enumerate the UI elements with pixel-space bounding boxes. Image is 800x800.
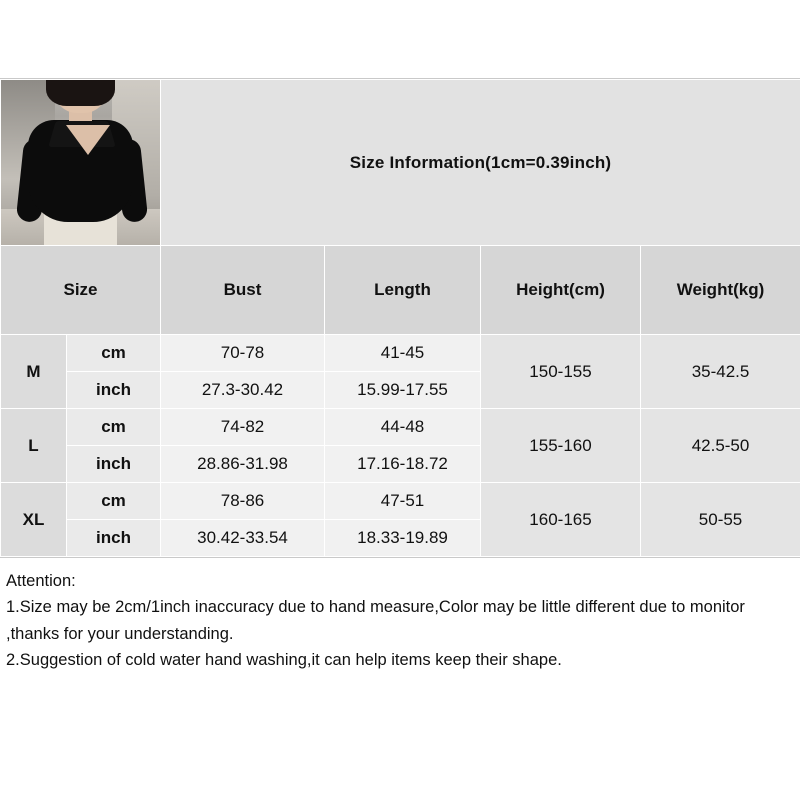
row-unit-inch: inch	[67, 372, 161, 409]
row-bust-inch: 30.42-33.54	[161, 520, 325, 557]
row-length-cm: 41-45	[325, 335, 481, 372]
attention-heading: Attention:	[6, 572, 76, 590]
row-weight: 42.5-50	[641, 409, 800, 483]
chart-title: Size Information(1cm=0.39inch)	[161, 80, 800, 246]
size-chart-table-wrapper	[0, 78, 800, 558]
row-size-label: XL	[1, 483, 67, 557]
row-unit-cm: cm	[67, 335, 161, 372]
column-header-weight: Weight(kg)	[641, 246, 800, 335]
row-height: 155-160	[481, 409, 641, 483]
attention-line-2: 2.Suggestion of cold water hand washing,it can help items keep their shape.	[6, 651, 562, 670]
attention-block	[0, 562, 800, 674]
row-unit-inch: inch	[67, 520, 161, 557]
row-length-inch: 17.16-18.72	[325, 446, 481, 483]
row-weight: 35-42.5	[641, 335, 800, 409]
row-bust-cm: 78-86	[161, 483, 325, 520]
size-table	[0, 79, 800, 557]
row-length-inch: 15.99-17.55	[325, 372, 481, 409]
table-row	[1, 483, 800, 520]
table-row	[1, 409, 800, 446]
column-header-height: Height(cm)	[481, 246, 641, 335]
row-bust-cm: 70-78	[161, 335, 325, 372]
row-size-label: M	[1, 335, 67, 409]
row-unit-inch: inch	[67, 446, 161, 483]
row-bust-inch: 27.3-30.42	[161, 372, 325, 409]
row-bust-inch: 28.86-31.98	[161, 446, 325, 483]
row-height: 160-165	[481, 483, 641, 557]
table-header-band	[1, 80, 800, 246]
column-header-row	[1, 246, 800, 335]
row-length-inch: 18.33-19.89	[325, 520, 481, 557]
row-weight: 50-55	[641, 483, 800, 557]
attention-line-1: 1.Size may be 2cm/1inch inaccuracy due to hand measure,Color may be little different due to monitor ,thanks for your understanding.	[6, 598, 750, 643]
column-header-size: Size	[1, 246, 161, 335]
column-header-bust: Bust	[161, 246, 325, 335]
row-length-cm: 47-51	[325, 483, 481, 520]
row-length-cm: 44-48	[325, 409, 481, 446]
row-bust-cm: 74-82	[161, 409, 325, 446]
row-unit-cm: cm	[67, 409, 161, 446]
table-row	[1, 335, 800, 372]
row-size-label: L	[1, 409, 67, 483]
row-height: 150-155	[481, 335, 641, 409]
column-header-length: Length	[325, 246, 481, 335]
product-photo	[1, 80, 161, 246]
product-photo-image	[1, 80, 160, 245]
row-unit-cm: cm	[67, 483, 161, 520]
